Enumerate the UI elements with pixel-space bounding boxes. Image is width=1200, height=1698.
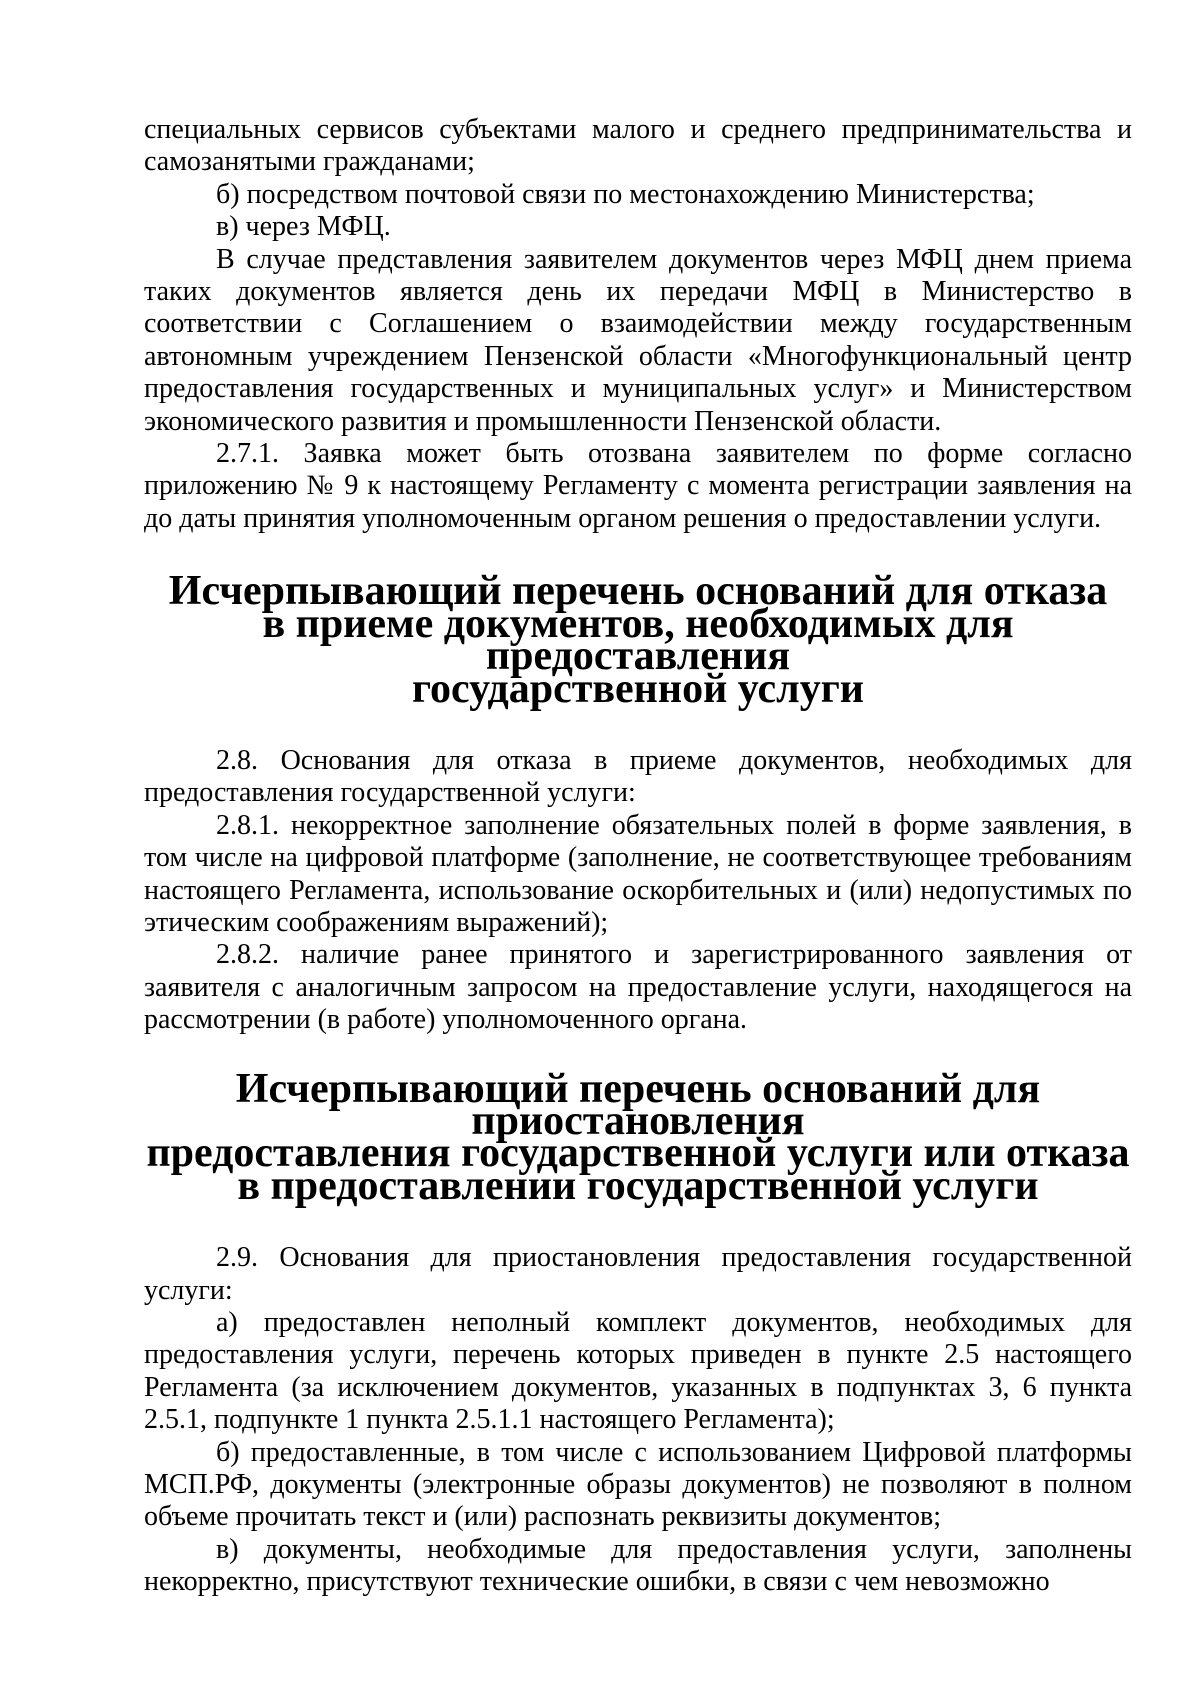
section-heading-refusal-acceptance (144, 568, 1132, 712)
paragraph-list-item-a: а) предоставлен неполный комплект документов, необходимых для предоставления услуги, перечень которых приведен в пункте 2.5 настоящего Регламента (за исключением документов, указанных в подпунктах 3, 6 пункта 2.5.1, подпункте 1 пункта 2.5.1.1 настоящего Регламента); (144, 1307, 1132, 1436)
paragraph-list-item-b: б) посредством почтовой связи по местонахождению Министерства; (216, 178, 1035, 210)
paragraph-2-7-1: 2.7.1. Заявка может быть отозвана заявителем по форме согласно приложению № 9 к настоящему Регламенту с момента регистрации заявления на до даты принятия уполномоченным органом решения о предоставлении услуги. (144, 438, 1132, 534)
heading-line: Исчерпывающий перечень оснований для приостановления (235, 1065, 1041, 1144)
paragraph-list-item-v: в) через МФЦ. (216, 211, 391, 243)
paragraph-2-8-1: 2.8.1. некорректное заполнение обязательных полей в форме заявления, в том числе на цифровой платформе (заполнение, не соответствующее требованиям настоящего Регламента, использование оскорбительных и (или) недопустимых по этическим соображениям выражений); (144, 809, 1132, 938)
paragraph-continuation: специальных сервисов субъектами малого и среднего предпринимательства и самозанятыми гражданами; (144, 114, 1132, 178)
document-body (144, 114, 1132, 1599)
section-heading-suspension-refusal (144, 1065, 1132, 1209)
paragraph-list-item-b2: б) предоставленные, в том числе с использованием Цифровой платформы МСП.РФ, документы (электронные образы документов) не позволяют в полном объеме прочитать текст и (или) распознать реквизиты документов; (144, 1436, 1132, 1533)
heading-line: в приеме документов, необходимых для предоставления (262, 600, 1014, 680)
paragraph-mfc-submission: В случае представления заявителем документов через МФЦ днем приема таких документов является день их передачи МФЦ в Министерство в соответствии с Соглашением о взаимодействии между государственным автономным учреждением Пензенской области «Многофункциональный центр предоставления государственных и муниципальных услуг» и Министерством экономического развития и промышленности Пензенской области. (144, 243, 1132, 437)
paragraph-list-item-v2: в) документы, необходимые для предоставления услуги, заполнены некорректно, присутствуют технические ошибки, в связи с чем невозможно (144, 1533, 1132, 1598)
paragraph-2-9: 2.9. Основания для приостановления предоставления государственной услуги: (144, 1242, 1132, 1306)
heading-line: государственной услуги (412, 665, 864, 712)
paragraph-2-8-2: 2.8.2. наличие ранее принятого и зарегистрированного заявления от заявителя с аналогичным запросом на предоставление услуги, находящегося на рассмотрении (в работе) уполномоченного органа. (144, 939, 1132, 1036)
paragraph-2-8: 2.8. Основания для отказа в приеме документов, необходимых для предоставления государственной услуги: (144, 744, 1132, 809)
heading-line: в предоставлении государственной услуги (237, 1162, 1039, 1209)
heading-line: предоставления государственной услуги или отказа (146, 1130, 1130, 1177)
heading-line: Исчерпывающий перечень оснований для отказа (168, 568, 1108, 615)
